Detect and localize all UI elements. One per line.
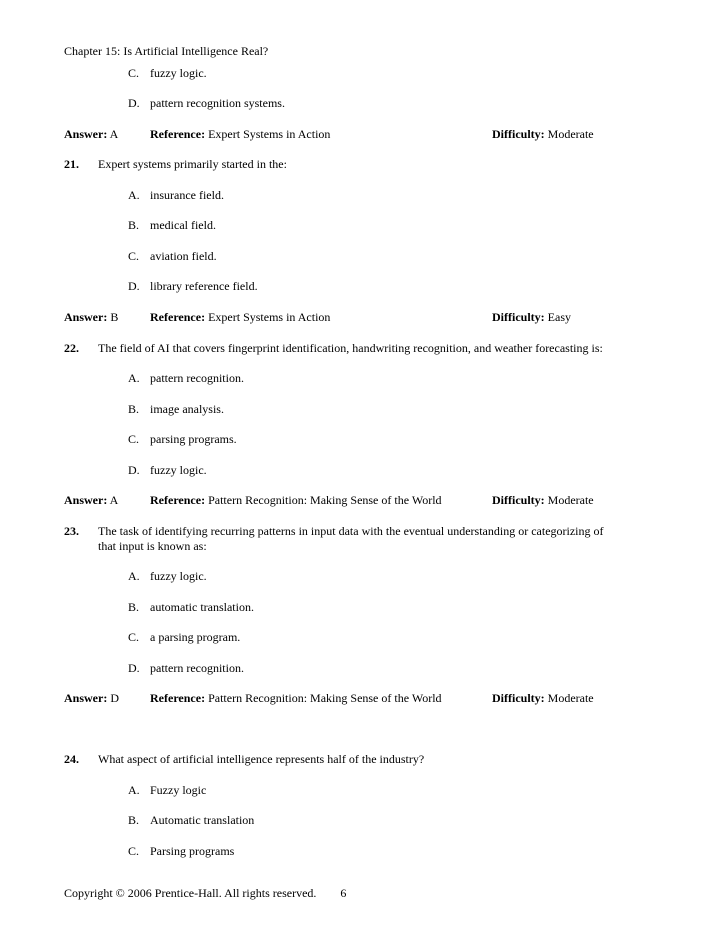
option-text: medical field. — [150, 218, 216, 232]
option-text: parsing programs. — [150, 432, 237, 446]
difficulty-label: Difficulty: — [492, 691, 545, 705]
answer-value: A — [109, 127, 119, 141]
answer-label: Answer: — [64, 127, 108, 141]
option-letter: B. — [128, 600, 140, 614]
answer-label: Answer: — [64, 493, 108, 507]
option-text: Parsing programs — [150, 844, 235, 858]
option-text: automatic translation. — [150, 600, 254, 614]
difficulty-label: Difficulty: — [492, 493, 545, 507]
reference-value: Pattern Recognition: Making Sense of the World — [208, 493, 442, 507]
option-text: fuzzy logic. — [150, 569, 207, 583]
question-number: 24. — [64, 752, 79, 766]
option-letter: B. — [128, 813, 140, 827]
answer-value: B — [110, 310, 119, 324]
question-text-line2: that input is known as: — [98, 539, 207, 553]
reference-label: Reference: — [150, 310, 206, 324]
reference-label: Reference: — [150, 691, 206, 705]
question-text: The field of AI that covers fingerprint identification, handwriting recognition, and weather forecasting is: — [98, 341, 603, 355]
difficulty-value: Easy — [547, 310, 571, 324]
option-letter: A. — [128, 188, 140, 202]
option-letter: B. — [128, 218, 140, 232]
option-text: insurance field. — [150, 188, 224, 202]
option-letter: B. — [128, 402, 140, 416]
option-letter: C. — [128, 249, 140, 263]
option-letter: C. — [128, 630, 140, 644]
reference-label: Reference: — [150, 127, 206, 141]
copyright-text: Copyright © 2006 Prentice-Hall. All rights reserved. — [64, 886, 317, 900]
question-text-line1: The task of identifying recurring patterns in input data with the eventual understanding or categorizing of — [98, 524, 604, 538]
option-text: Automatic translation — [150, 813, 255, 827]
difficulty-label: Difficulty: — [492, 310, 545, 324]
option-text: pattern recognition systems. — [150, 96, 285, 110]
option-text: fuzzy logic. — [150, 66, 207, 80]
option-text: a parsing program. — [150, 630, 241, 644]
option-letter: C. — [128, 432, 140, 446]
option-letter: D. — [128, 661, 140, 675]
option-letter: C. — [128, 66, 140, 80]
option-letter: A. — [128, 371, 140, 385]
option-text: fuzzy logic. — [150, 463, 207, 477]
difficulty-value: Moderate — [547, 691, 594, 705]
difficulty-value: Moderate — [547, 127, 594, 141]
reference-value: Expert Systems in Action — [208, 310, 331, 324]
option-text: Fuzzy logic — [150, 783, 207, 797]
answer-label: Answer: — [64, 691, 108, 705]
reference-label: Reference: — [150, 493, 206, 507]
option-text: pattern recognition. — [150, 371, 244, 385]
option-letter: A. — [128, 783, 140, 797]
page-number: 6 — [340, 886, 347, 900]
question-number: 21. — [64, 157, 79, 171]
option-letter: A. — [128, 569, 140, 583]
answer-value: A — [109, 493, 119, 507]
option-letter: D. — [128, 279, 140, 293]
answer-value: D — [110, 691, 119, 705]
option-text: image analysis. — [150, 402, 224, 416]
reference-value: Pattern Recognition: Making Sense of the World — [208, 691, 442, 705]
option-text: library reference field. — [150, 279, 258, 293]
question-text: What aspect of artificial intelligence represents half of the industry? — [98, 752, 425, 766]
option-letter: D. — [128, 96, 140, 110]
difficulty-value: Moderate — [547, 493, 594, 507]
option-text: aviation field. — [150, 249, 217, 263]
question-number: 22. — [64, 341, 79, 355]
page-header: Chapter 15: Is Artificial Intelligence Real? — [64, 44, 269, 58]
option-text: pattern recognition. — [150, 661, 244, 675]
question-number: 23. — [64, 524, 79, 538]
reference-value: Expert Systems in Action — [208, 127, 331, 141]
answer-label: Answer: — [64, 310, 108, 324]
page-footer — [64, 886, 346, 902]
difficulty-label: Difficulty: — [492, 127, 545, 141]
option-letter: D. — [128, 463, 140, 477]
question-text: Expert systems primarily started in the: — [98, 157, 287, 171]
option-letter: C. — [128, 844, 140, 858]
